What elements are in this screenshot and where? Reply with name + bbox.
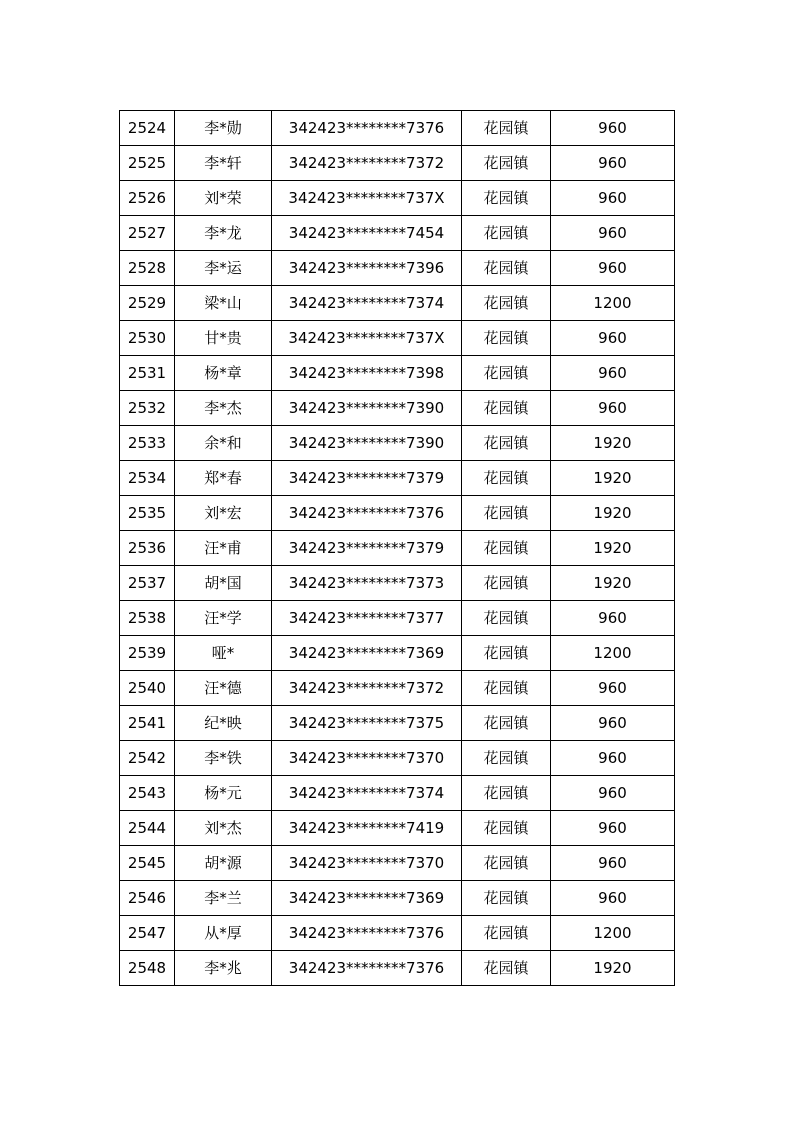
town-cell: 花园镇 xyxy=(462,111,551,146)
id-number-cell: 342423********7379 xyxy=(272,461,462,496)
name-cell: 杨*元 xyxy=(175,776,272,811)
town-cell: 花园镇 xyxy=(462,846,551,881)
id-number-cell: 342423********7370 xyxy=(272,741,462,776)
row-number-cell: 2540 xyxy=(120,671,175,706)
id-number-cell: 342423********7376 xyxy=(272,111,462,146)
amount-cell: 1920 xyxy=(551,566,675,601)
row-number-cell: 2531 xyxy=(120,356,175,391)
id-number-cell: 342423********7374 xyxy=(272,776,462,811)
amount-cell: 1920 xyxy=(551,531,675,566)
town-cell: 花园镇 xyxy=(462,566,551,601)
id-number-cell: 342423********7377 xyxy=(272,601,462,636)
town-cell: 花园镇 xyxy=(462,741,551,776)
name-cell: 李*兆 xyxy=(175,951,272,986)
town-cell: 花园镇 xyxy=(462,216,551,251)
town-cell: 花园镇 xyxy=(462,601,551,636)
name-cell: 李*勋 xyxy=(175,111,272,146)
name-cell: 杨*章 xyxy=(175,356,272,391)
town-cell: 花园镇 xyxy=(462,321,551,356)
id-number-cell: 342423********7374 xyxy=(272,286,462,321)
row-number-cell: 2547 xyxy=(120,916,175,951)
table-row xyxy=(120,776,675,811)
id-number-cell: 342423********7419 xyxy=(272,811,462,846)
name-cell: 从*厚 xyxy=(175,916,272,951)
row-number-cell: 2545 xyxy=(120,846,175,881)
name-cell: 李*轩 xyxy=(175,146,272,181)
name-cell: 梁*山 xyxy=(175,286,272,321)
subsidy-table xyxy=(119,110,675,986)
name-cell: 哑* xyxy=(175,636,272,671)
amount-cell: 960 xyxy=(551,601,675,636)
town-cell: 花园镇 xyxy=(462,146,551,181)
amount-cell: 1920 xyxy=(551,426,675,461)
table-row xyxy=(120,496,675,531)
town-cell: 花园镇 xyxy=(462,181,551,216)
amount-cell: 960 xyxy=(551,321,675,356)
town-cell: 花园镇 xyxy=(462,916,551,951)
amount-cell: 960 xyxy=(551,251,675,286)
id-number-cell: 342423********7369 xyxy=(272,636,462,671)
town-cell: 花园镇 xyxy=(462,426,551,461)
table-row xyxy=(120,251,675,286)
table-row xyxy=(120,811,675,846)
row-number-cell: 2526 xyxy=(120,181,175,216)
row-number-cell: 2535 xyxy=(120,496,175,531)
amount-cell: 1920 xyxy=(551,951,675,986)
table-row xyxy=(120,391,675,426)
table-row xyxy=(120,601,675,636)
town-cell: 花园镇 xyxy=(462,496,551,531)
table-row xyxy=(120,951,675,986)
town-cell: 花园镇 xyxy=(462,251,551,286)
amount-cell: 1200 xyxy=(551,636,675,671)
name-cell: 李*兰 xyxy=(175,881,272,916)
table-row xyxy=(120,356,675,391)
amount-cell: 960 xyxy=(551,216,675,251)
name-cell: 李*杰 xyxy=(175,391,272,426)
table-row xyxy=(120,286,675,321)
row-number-cell: 2539 xyxy=(120,636,175,671)
id-number-cell: 342423********7375 xyxy=(272,706,462,741)
id-number-cell: 342423********7390 xyxy=(272,391,462,426)
name-cell: 胡*源 xyxy=(175,846,272,881)
town-cell: 花园镇 xyxy=(462,811,551,846)
table-row xyxy=(120,426,675,461)
table-row xyxy=(120,741,675,776)
name-cell: 刘*宏 xyxy=(175,496,272,531)
name-cell: 胡*国 xyxy=(175,566,272,601)
town-cell: 花园镇 xyxy=(462,636,551,671)
table-row xyxy=(120,461,675,496)
row-number-cell: 2528 xyxy=(120,251,175,286)
row-number-cell: 2537 xyxy=(120,566,175,601)
amount-cell: 1200 xyxy=(551,916,675,951)
row-number-cell: 2538 xyxy=(120,601,175,636)
amount-cell: 1920 xyxy=(551,496,675,531)
row-number-cell: 2524 xyxy=(120,111,175,146)
table-row xyxy=(120,111,675,146)
table-row xyxy=(120,671,675,706)
id-number-cell: 342423********7379 xyxy=(272,531,462,566)
table-body xyxy=(120,111,675,986)
town-cell: 花园镇 xyxy=(462,461,551,496)
amount-cell: 1920 xyxy=(551,461,675,496)
amount-cell: 960 xyxy=(551,881,675,916)
id-number-cell: 342423********7376 xyxy=(272,496,462,531)
amount-cell: 960 xyxy=(551,776,675,811)
table-row xyxy=(120,881,675,916)
table-row xyxy=(120,846,675,881)
id-number-cell: 342423********7454 xyxy=(272,216,462,251)
town-cell: 花园镇 xyxy=(462,881,551,916)
row-number-cell: 2543 xyxy=(120,776,175,811)
row-number-cell: 2534 xyxy=(120,461,175,496)
town-cell: 花园镇 xyxy=(462,776,551,811)
town-cell: 花园镇 xyxy=(462,951,551,986)
row-number-cell: 2544 xyxy=(120,811,175,846)
id-number-cell: 342423********7390 xyxy=(272,426,462,461)
id-number-cell: 342423********7376 xyxy=(272,916,462,951)
row-number-cell: 2548 xyxy=(120,951,175,986)
row-number-cell: 2525 xyxy=(120,146,175,181)
row-number-cell: 2536 xyxy=(120,531,175,566)
name-cell: 李*铁 xyxy=(175,741,272,776)
id-number-cell: 342423********737X xyxy=(272,181,462,216)
name-cell: 刘*荣 xyxy=(175,181,272,216)
id-number-cell: 342423********7376 xyxy=(272,951,462,986)
id-number-cell: 342423********7372 xyxy=(272,671,462,706)
name-cell: 汪*学 xyxy=(175,601,272,636)
town-cell: 花园镇 xyxy=(462,356,551,391)
town-cell: 花园镇 xyxy=(462,671,551,706)
town-cell: 花园镇 xyxy=(462,706,551,741)
town-cell: 花园镇 xyxy=(462,391,551,426)
amount-cell: 960 xyxy=(551,181,675,216)
name-cell: 汪*甫 xyxy=(175,531,272,566)
table-row xyxy=(120,706,675,741)
id-number-cell: 342423********7370 xyxy=(272,846,462,881)
id-number-cell: 342423********7369 xyxy=(272,881,462,916)
amount-cell: 960 xyxy=(551,671,675,706)
row-number-cell: 2530 xyxy=(120,321,175,356)
amount-cell: 1200 xyxy=(551,286,675,321)
table-row xyxy=(120,216,675,251)
table-row xyxy=(120,146,675,181)
amount-cell: 960 xyxy=(551,811,675,846)
table-row xyxy=(120,916,675,951)
amount-cell: 960 xyxy=(551,706,675,741)
row-number-cell: 2533 xyxy=(120,426,175,461)
amount-cell: 960 xyxy=(551,741,675,776)
name-cell: 纪*映 xyxy=(175,706,272,741)
id-number-cell: 342423********7373 xyxy=(272,566,462,601)
id-number-cell: 342423********7372 xyxy=(272,146,462,181)
row-number-cell: 2532 xyxy=(120,391,175,426)
town-cell: 花园镇 xyxy=(462,531,551,566)
id-number-cell: 342423********7398 xyxy=(272,356,462,391)
table-row xyxy=(120,181,675,216)
table-row xyxy=(120,321,675,356)
row-number-cell: 2546 xyxy=(120,881,175,916)
name-cell: 余*和 xyxy=(175,426,272,461)
row-number-cell: 2542 xyxy=(120,741,175,776)
name-cell: 汪*德 xyxy=(175,671,272,706)
name-cell: 刘*杰 xyxy=(175,811,272,846)
row-number-cell: 2527 xyxy=(120,216,175,251)
town-cell: 花园镇 xyxy=(462,286,551,321)
table-row xyxy=(120,566,675,601)
amount-cell: 960 xyxy=(551,356,675,391)
row-number-cell: 2541 xyxy=(120,706,175,741)
row-number-cell: 2529 xyxy=(120,286,175,321)
id-number-cell: 342423********7396 xyxy=(272,251,462,286)
id-number-cell: 342423********737X xyxy=(272,321,462,356)
amount-cell: 960 xyxy=(551,846,675,881)
name-cell: 郑*春 xyxy=(175,461,272,496)
name-cell: 李*龙 xyxy=(175,216,272,251)
amount-cell: 960 xyxy=(551,146,675,181)
name-cell: 李*运 xyxy=(175,251,272,286)
amount-cell: 960 xyxy=(551,111,675,146)
amount-cell: 960 xyxy=(551,391,675,426)
table-row xyxy=(120,531,675,566)
name-cell: 甘*贵 xyxy=(175,321,272,356)
table-row xyxy=(120,636,675,671)
